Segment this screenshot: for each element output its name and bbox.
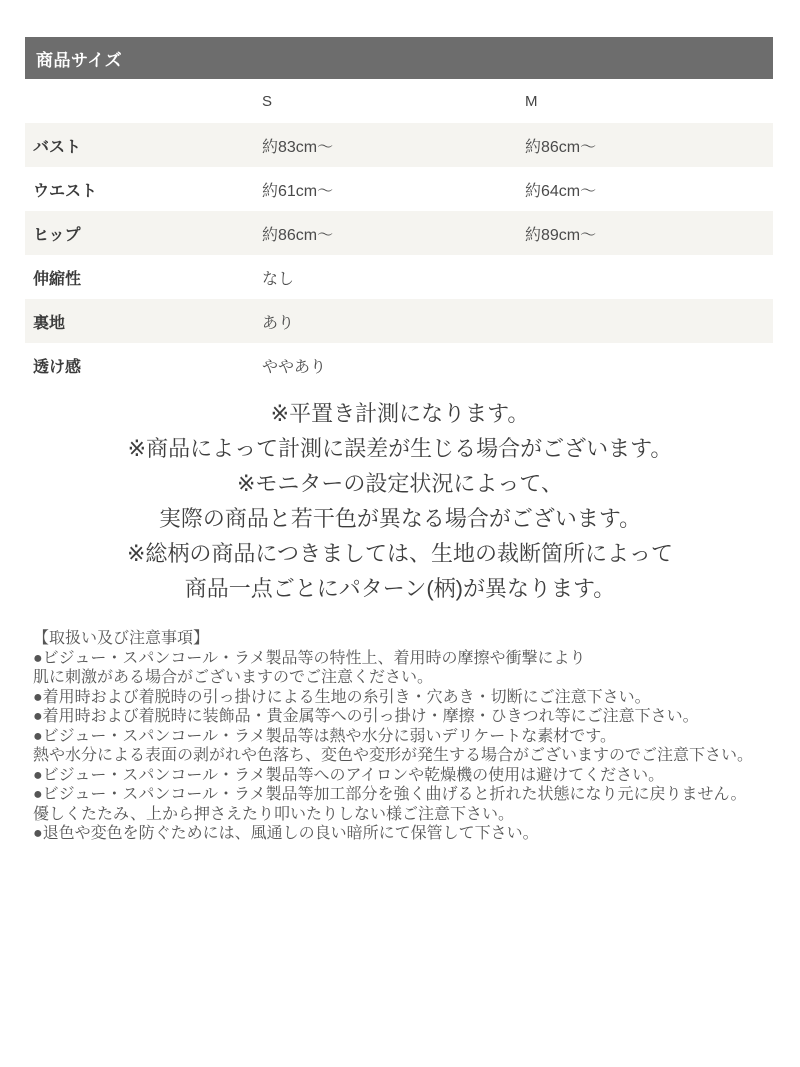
size-section-header [25,37,773,79]
size-table-header-row [25,79,773,123]
row-label-sheerness: 透け感 [33,358,82,376]
size-column-header-s: S [262,92,273,110]
size-table-row-stretch [25,255,773,299]
row-label-waist: ウエスト [33,182,98,200]
sheerness-value: ややあり [262,358,327,376]
care-notice [33,629,778,844]
bust-value-s: 約83cm～ [262,138,334,156]
size-table-row-bust [25,123,773,167]
measurement-note-line: 実際の商品と若干色が異なる場合がございます。 [158,506,642,531]
row-label-hip: ヒップ [33,226,81,244]
size-table-row-waist [25,167,773,211]
lining-value: あり [262,314,295,332]
measurement-notes [0,396,800,606]
care-notice-line: ●退色や変色を防ぐためには、風通しの良い暗所にて保管して下さい。 [33,825,539,842]
waist-value-s: 約61cm～ [262,182,334,200]
care-notice-line: 熱や水分による表面の剥がれや色落ち、変色や変形が発生する場合がございますのでご注意下さい。 [33,747,754,764]
measurement-note-line: ※商品によって計測に誤差が生じる場合がございます。 [127,436,673,461]
care-notice-line: 肌に刺激がある場合がございますのでご注意ください。 [33,669,434,686]
stretch-value: なし [262,270,295,288]
measurement-note-line: ※平置き計測になります。 [270,401,530,426]
row-label-stretch: 伸縮性 [33,270,82,288]
measurement-note-line: 商品一点ごとにパターン(柄)が異なります。 [184,576,616,601]
hip-value-s: 約86cm～ [262,226,334,244]
row-label-bust: バスト [33,138,82,156]
care-notice-line: ●ビジュー・スパンコール・ラメ製品等加工部分を強く曲げると折れた状態になり元に戻りません。 [33,786,747,803]
care-notice-line: ●着用時および着脱時の引っ掛けによる生地の糸引き・穴あき・切断にご注意下さい。 [33,688,651,706]
care-notice-line: ●着用時および着脱時に装飾品・貴金属等への引っ掛け・摩擦・ひきつれ等にご注意下さい。 [33,708,699,725]
care-notice-line: ●ビジュー・スパンコール・ラメ製品等の特性上、着用時の摩擦や衝撃により [33,649,586,667]
care-notice-heading: 【取扱い及び注意事項】 [33,630,210,647]
measurement-note-line: ※モニターの設定状況によって、 [237,471,563,496]
care-notice-line: 優しくたたみ、上から押さえたり叩いたりしない様ご注意下さい。 [33,805,514,823]
size-column-header-m: M [525,92,538,110]
size-table [25,79,773,387]
size-section-title: 商品サイズ [36,50,123,70]
measurement-note-line: ※総柄の商品につきましては、生地の裁断箇所によって [127,541,673,566]
hip-value-m: 約89cm～ [525,226,597,244]
care-notice-line: ●ビジュー・スパンコール・ラメ製品等へのアイロンや乾燥機の使用は避けてください。 [33,766,665,784]
bust-value-m: 約86cm～ [525,138,597,156]
size-table-row-sheerness [25,343,773,387]
waist-value-m: 約64cm～ [525,182,597,200]
size-table-row-hip [25,211,773,255]
row-label-lining: 裏地 [33,314,66,332]
care-notice-line: ●ビジュー・スパンコール・ラメ製品等は熱や水分に弱いデリケートな素材です。 [33,727,616,745]
size-table-row-lining [25,299,773,343]
